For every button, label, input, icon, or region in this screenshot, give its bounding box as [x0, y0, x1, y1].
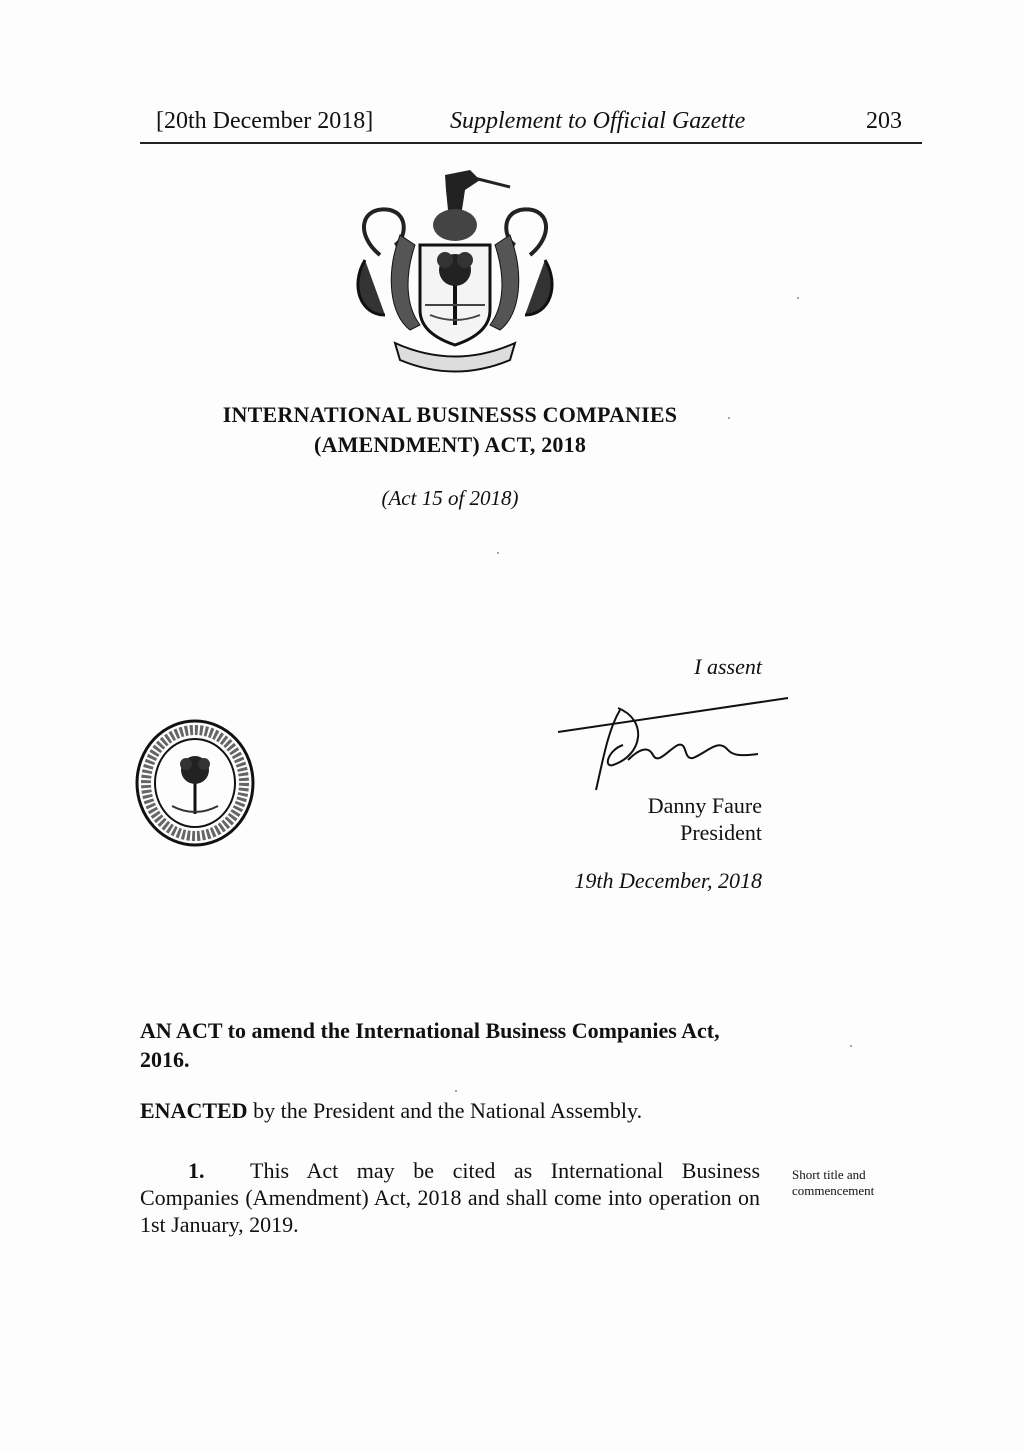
header-publication: Supplement to Official Gazette [450, 108, 746, 134]
act-title-line1: INTERNATIONAL BUSINESSS COMPANIES [222, 402, 678, 427]
page-header [140, 108, 922, 144]
assent-label: I assent [694, 654, 762, 679]
page-number: 203 [866, 108, 902, 134]
section-number: 1. [188, 1158, 205, 1183]
act-number: (Act 15 of 2018) [381, 486, 519, 510]
assent-date: 19th December, 2018 [574, 868, 762, 893]
act-title [140, 400, 760, 460]
president-office: President [680, 820, 762, 845]
marginal-note: Short title and commencement [792, 1167, 875, 1198]
scan-speck [497, 552, 499, 554]
enacted-keyword: ENACTED [140, 1098, 248, 1123]
presidential-signature [548, 690, 798, 795]
scan-speck [797, 297, 799, 299]
president-name: Danny Faure [647, 793, 762, 818]
header-date: [20th December 2018] [156, 108, 374, 134]
coat-of-arms-emblem [350, 165, 560, 380]
scan-speck [455, 1090, 457, 1092]
enacting-clause [140, 1098, 762, 1124]
long-title: AN ACT to amend the International Business Companies Act, 2016. [140, 1018, 720, 1072]
republic-seal [134, 718, 256, 848]
section-text: This Act may be cited as International Business Companies (Amendment) Act, 2018 and shall come into operation on 1st January, 2019. [140, 1158, 760, 1237]
section-1 [140, 1157, 760, 1238]
scan-speck [850, 1045, 852, 1047]
enacted-text: by the President and the National Assembly. [247, 1098, 643, 1123]
scan-speck [728, 417, 730, 419]
act-title-line2: (AMENDMENT) ACT, 2018 [313, 432, 587, 457]
